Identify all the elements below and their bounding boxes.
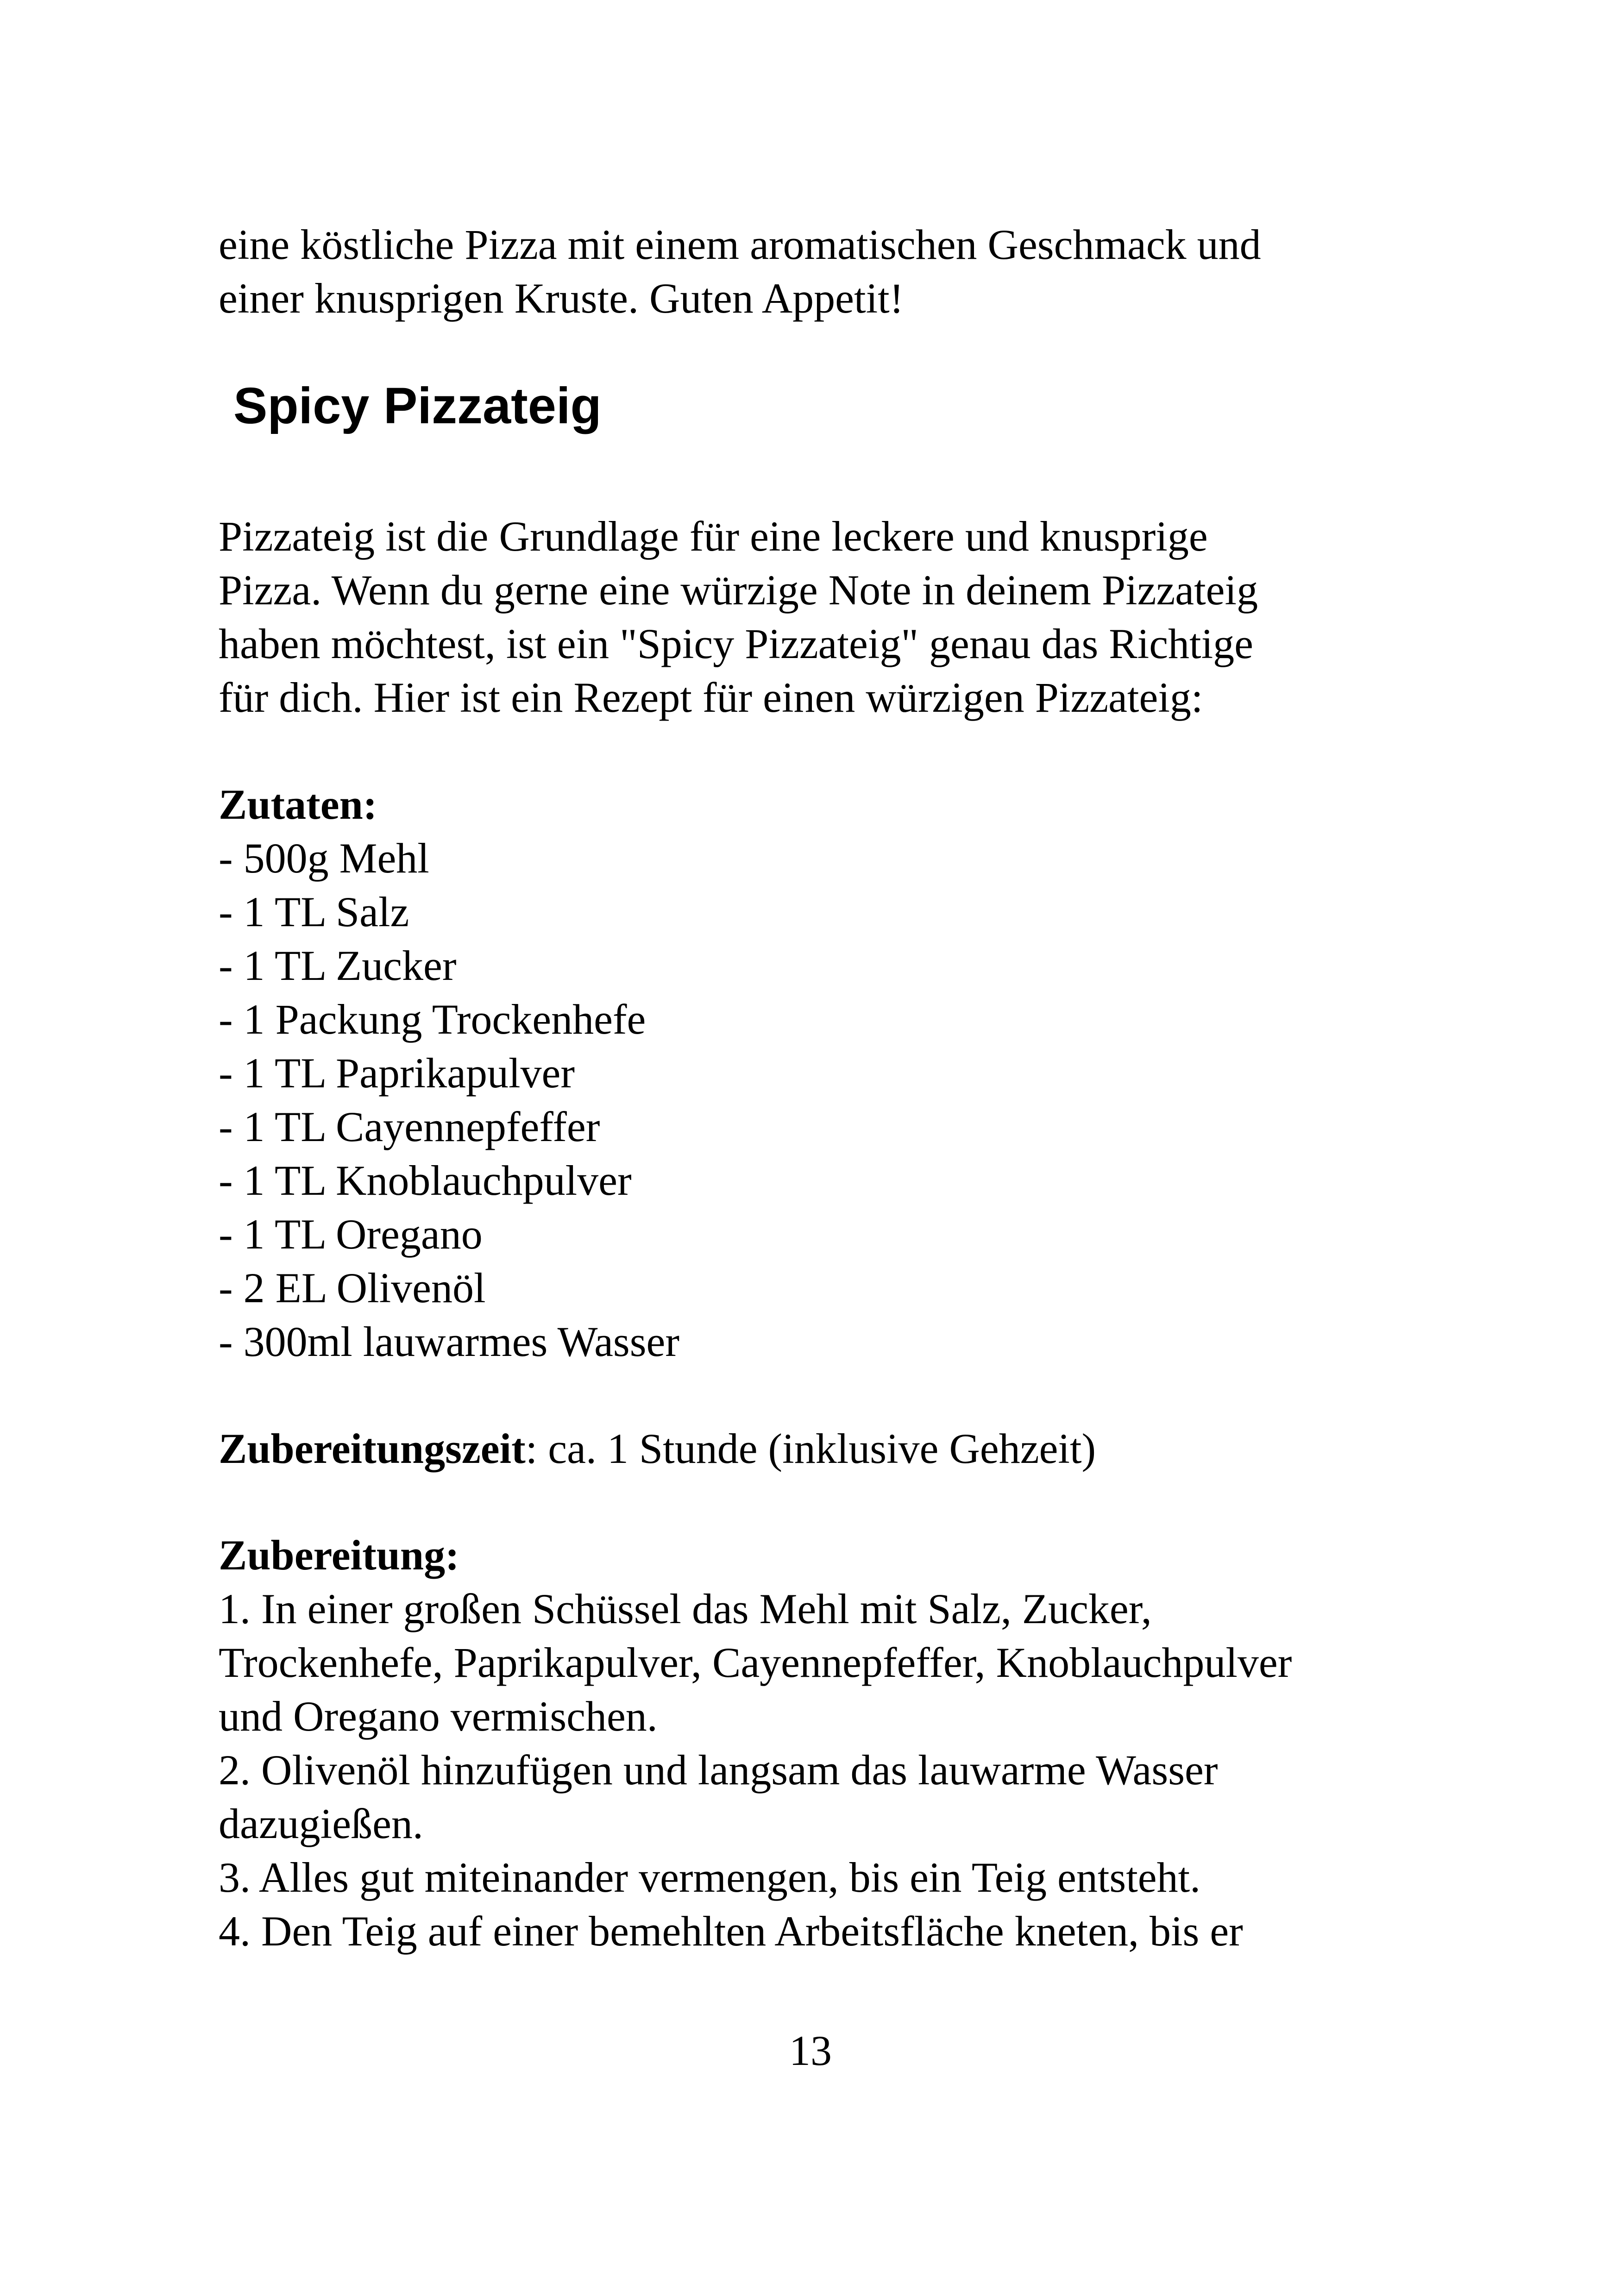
- ingredient-item: - 500g Mehl: [219, 834, 429, 882]
- instruction-line: dazugießen.: [219, 1800, 423, 1847]
- instruction-line: und Oregano vermischen.: [219, 1693, 658, 1740]
- ingredient-item: - 1 TL Zucker: [219, 942, 457, 989]
- ingredient-item: - 2 EL Olivenöl: [219, 1264, 486, 1311]
- ingredient-item: - 1 TL Salz: [219, 888, 409, 935]
- ingredient-item: - 1 TL Oregano: [219, 1211, 483, 1258]
- description-paragraph: [219, 509, 1423, 724]
- instruction-line: 1. In einer großen Schüssel das Mehl mit Salz, Zucker,: [219, 1585, 1152, 1632]
- instruction-line: 3. Alles gut miteinander vermengen, bis ein Teig entsteht.: [219, 1854, 1201, 1901]
- prep-time-value: : ca. 1 Stunde (inklusive Gehzeit): [525, 1425, 1096, 1472]
- description-line: Pizza. Wenn du gerne eine würzige Note in deinem Pizzateig: [219, 566, 1258, 614]
- description-line: Pizzateig ist die Grundlage für eine leckere und knusprige: [219, 513, 1208, 560]
- ingredients-heading: Zutaten:: [219, 781, 377, 828]
- ingredient-item: - 1 TL Cayennepfeffer: [219, 1103, 600, 1150]
- intro-line: einer knusprigen Kruste. Guten Appetit!: [219, 275, 904, 322]
- ingredients-section: [219, 778, 1423, 1368]
- ingredient-item: - 1 TL Paprikapulver: [219, 1049, 575, 1097]
- prep-time-label: Zubereitungszeit: [219, 1425, 526, 1472]
- description-line: für dich. Hier ist ein Rezept für einen würzigen Pizzateig:: [219, 674, 1203, 721]
- prep-time-line: [219, 1422, 1423, 1475]
- ingredient-item: - 1 TL Knoblauchpulver: [219, 1157, 632, 1204]
- instruction-line: 4. Den Teig auf einer bemehlten Arbeitsfläche kneten, bis er: [219, 1907, 1243, 1955]
- instruction-line: Trockenhefe, Paprikapulver, Cayennepfeffer, Knoblauchpulver: [219, 1639, 1292, 1686]
- ingredient-item: - 300ml lauwarmes Wasser: [219, 1318, 679, 1365]
- page-number: 13: [789, 2027, 832, 2074]
- instructions-heading: Zubereitung:: [219, 1531, 459, 1579]
- intro-line: eine köstliche Pizza mit einem aromatischen Geschmack und: [219, 221, 1261, 268]
- intro-paragraph: [219, 218, 1423, 325]
- ingredient-item: - 1 Packung Trockenhefe: [219, 996, 646, 1043]
- instructions-section: [219, 1528, 1423, 1958]
- section-heading: Spicy Pizzateig: [233, 377, 602, 434]
- description-line: haben möchtest, ist ein "Spicy Pizzateig" genau das Richtige: [219, 620, 1254, 667]
- instruction-line: 2. Olivenöl hinzufügen und langsam das lauwarme Wasser: [219, 1746, 1218, 1794]
